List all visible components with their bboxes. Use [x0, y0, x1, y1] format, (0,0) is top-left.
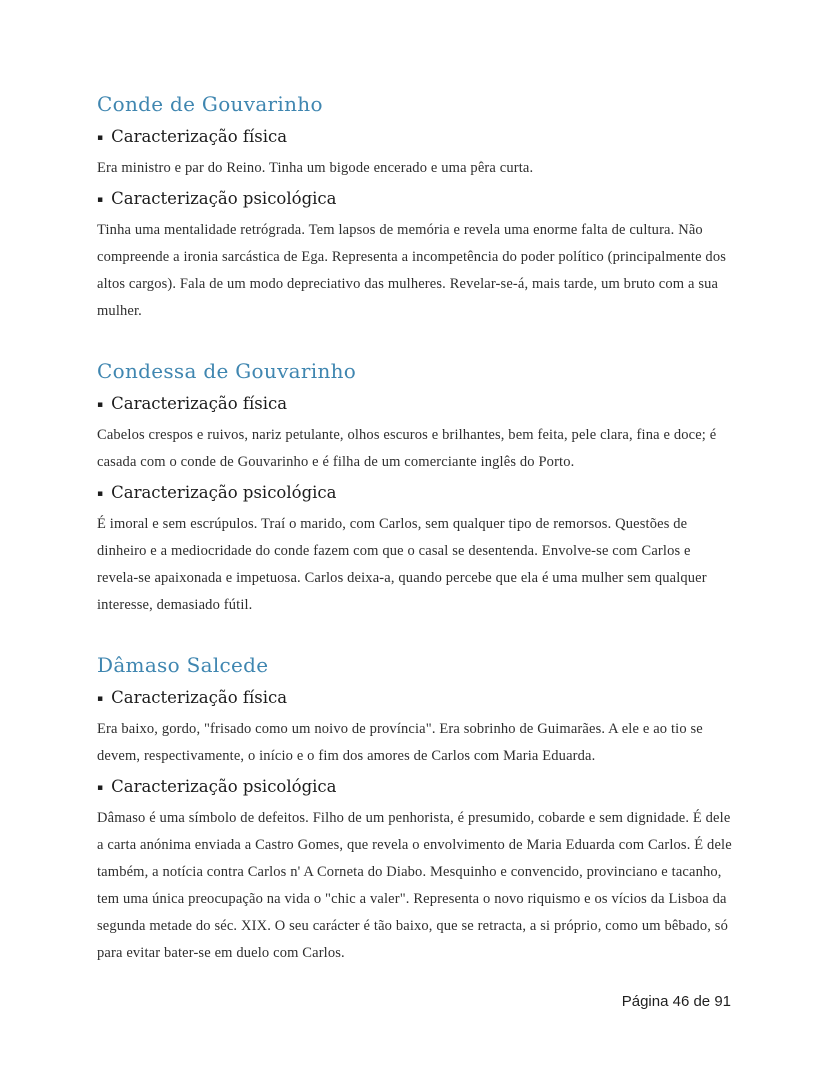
- subsection-heading: [97, 687, 733, 712]
- subsection-heading-label: Caracterização física: [111, 688, 288, 707]
- subsection-text: Era baixo, gordo, "frisado como um noivo de província". Era sobrinho de Guimarães. A ele e ao tio se devem, respectivamente, o início e o fim dos amores de Carlos com Maria Eduarda.: [97, 721, 703, 764]
- square-bullet-icon: ▪: [97, 783, 104, 793]
- document-page: [97, 92, 733, 1001]
- subsection-heading-label: Caracterização psicológica: [111, 189, 337, 208]
- square-bullet-icon: ▪: [97, 133, 104, 143]
- subsection-heading-label: Caracterização psicológica: [111, 777, 337, 796]
- section-title: Condessa de Gouvarinho: [97, 359, 357, 383]
- square-bullet-icon: ▪: [97, 400, 104, 410]
- subsection-text: Era ministro e par do Reino. Tinha um bigode encerado e uma pêra curta.: [97, 160, 534, 176]
- subsection-heading-label: Caracterização psicológica: [111, 483, 337, 502]
- square-bullet-icon: ▪: [97, 195, 104, 205]
- subsection-heading: [97, 393, 733, 418]
- subsection-text: É imoral e sem escrúpulos. Traí o marido, com Carlos, sem qualquer tipo de remorsos. Questões de dinheiro e a mediocridade do conde fazem com que o casal se desentenda. Envolve-se com Carlos e revela-se apaixonada e impetuosa. Carlos deixa-a, quando percebe que ela é uma mulher sem qualquer interesse, demasiado fútil.: [97, 516, 707, 613]
- section-title: Conde de Gouvarinho: [97, 92, 323, 116]
- subsection-heading: [97, 482, 733, 507]
- page-number-footer: Página 46 de 91: [621, 993, 731, 1010]
- square-bullet-icon: ▪: [97, 694, 104, 704]
- character-section: [97, 653, 733, 967]
- subsection-heading-label: Caracterização física: [111, 127, 288, 146]
- subsection-heading: [97, 776, 733, 801]
- square-bullet-icon: ▪: [97, 489, 104, 499]
- subsection-heading: [97, 126, 733, 151]
- section-title: Dâmaso Salcede: [97, 653, 269, 677]
- character-section: [97, 359, 733, 619]
- subsection-heading-label: Caracterização física: [111, 394, 288, 413]
- subsection-text: Tinha uma mentalidade retrógrada. Tem lapsos de memória e revela uma enorme falta de cultura. Não compreende a ironia sarcástica de Ega. Representa a incompetência do poder político (principalmente dos altos cargos). Fala de um modo depreciativo das mulheres. Revelar-se-á, mais tarde, um bruto com a sua mulher.: [97, 222, 727, 319]
- subsection-text: Cabelos crespos e ruivos, nariz petulante, olhos escuros e brilhantes, bem feita, pele clara, fina e doce; é casada com o conde de Gouvarinho e é filha de um comerciante inglês do Porto.: [97, 427, 717, 470]
- subsection-heading: [97, 188, 733, 213]
- character-section: [97, 92, 733, 325]
- subsection-text: Dâmaso é uma símbolo de defeitos. Filho de um penhorista, é presumido, cobarde e sem dignidade. É dele a carta anónima enviada a Castro Gomes, que revela o envolvimento de Maria Eduarda com Carlos. É dele também, a notícia contra Carlos n' A Corneta do Diabo. Mesquinho e convencido, provinciano e tacanho, tem uma única preocupação na vida o "chic a valer". Representa o novo riquismo e os vícios da Lisboa da segunda metade do séc. XIX. O seu carácter é tão baixo, que se retracta, a si próprio, como um bêbado, só para evitar bater-se em duelo com Carlos.: [97, 810, 732, 961]
